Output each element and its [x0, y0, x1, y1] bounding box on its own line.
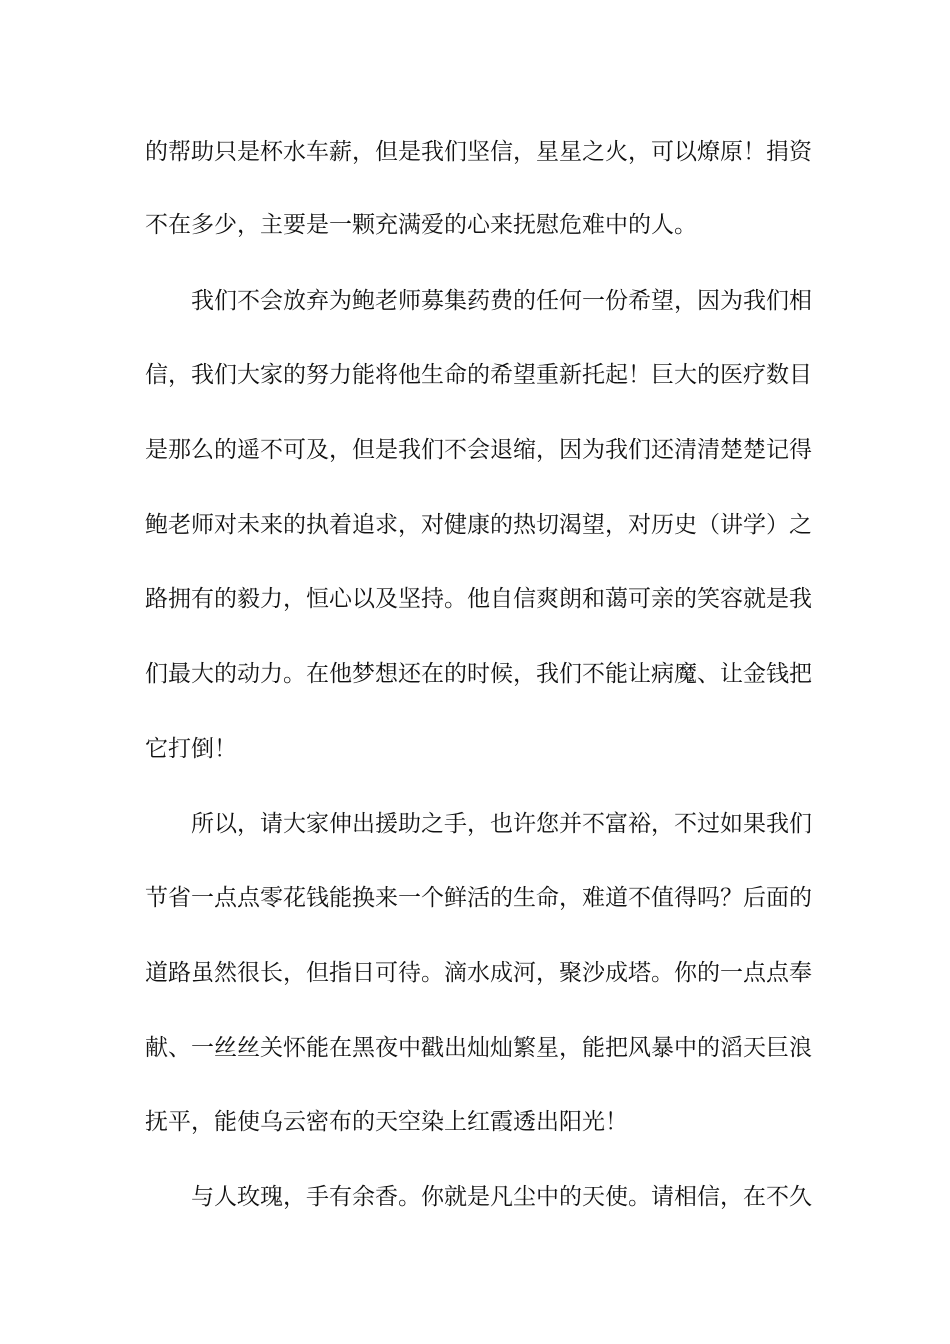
text-line: 不在多少，主要是一颗充满爱的心来抚慰危难中的人。: [145, 212, 697, 238]
text-line: 所以，请大家伸出援助之手，也许您并不富裕，不过如果我们: [191, 811, 812, 837]
text-line: 信，我们大家的努力能将他生命的希望重新托起！巨大的医疗数目: [145, 362, 812, 388]
text-line: 路拥有的毅力，恒心以及坚持。他自信爽朗和蔼可亲的笑容就是我: [145, 586, 812, 612]
text-line: 节省一点点零花钱能换来一个鲜活的生命，难道不值得吗？后面的: [145, 885, 812, 911]
text-line: 的帮助只是杯水车薪，但是我们坚信，星星之火，可以燎原！捐资: [145, 139, 812, 165]
text-line: 抚平，能使乌云密布的天空染上红霞透出阳光！: [145, 1109, 628, 1135]
text-line: 鲍老师对未来的执着追求，对健康的热切渴望，对历史（讲学）之: [145, 512, 812, 538]
text-line: 道路虽然很长，但指日可待。滴水成河，聚沙成塔。你的一点点奉: [145, 960, 812, 986]
text-line: 我们不会放弃为鲍老师募集药费的任何一份希望，因为我们相: [191, 288, 812, 314]
text-line: 们最大的动力。在他梦想还在的时候，我们不能让病魔、让金钱把: [145, 661, 812, 687]
text-line: 是那么的遥不可及，但是我们不会退缩，因为我们还清清楚楚记得: [145, 437, 812, 463]
text-line: 献、一丝丝关怀能在黑夜中戳出灿灿繁星，能把风暴中的滔天巨浪: [145, 1035, 812, 1061]
text-line: 与人玫瑰，手有余香。你就是凡尘中的天使。请相信，在不久: [191, 1184, 812, 1210]
text-line: 它打倒！: [145, 736, 237, 762]
